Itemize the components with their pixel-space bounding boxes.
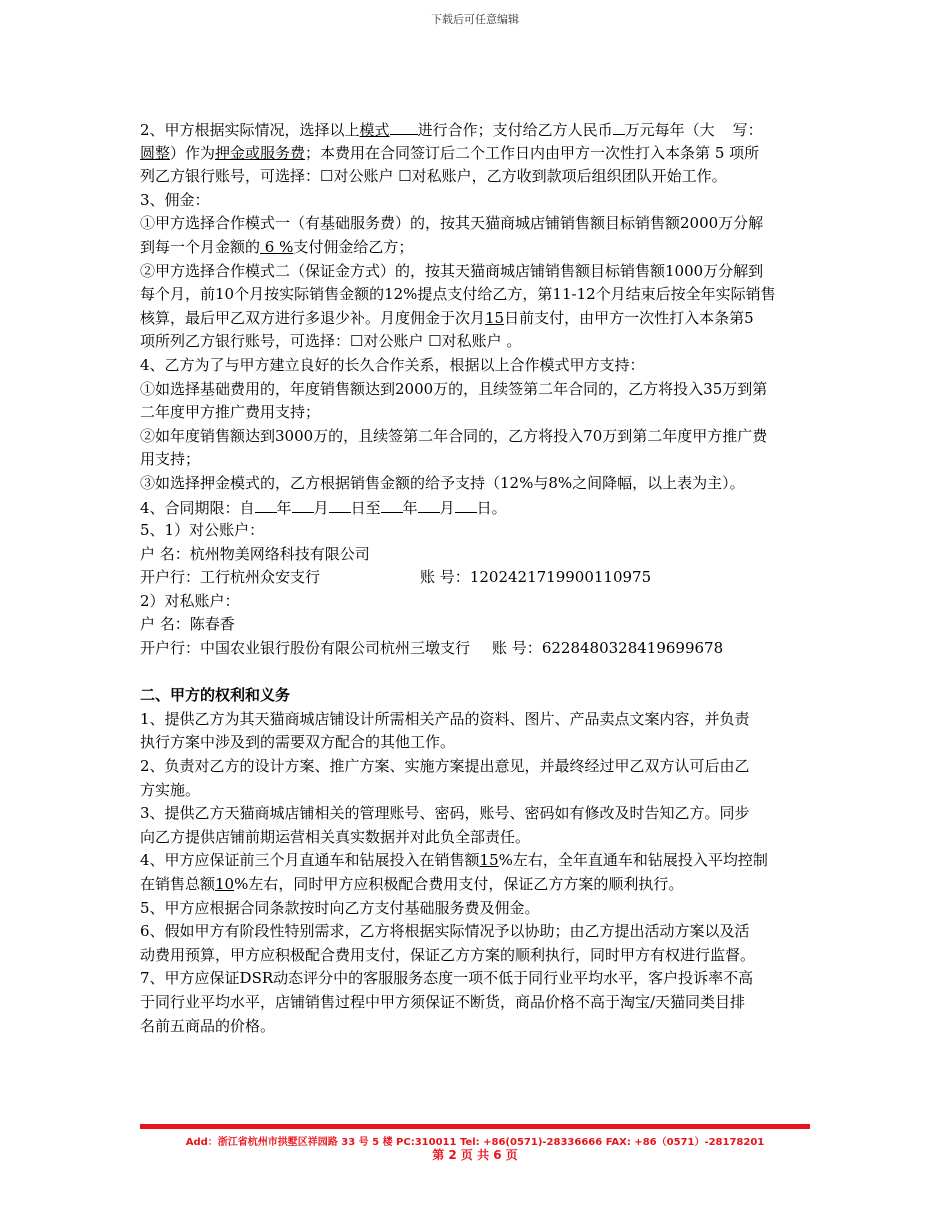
corp-account-name: 户 名：杭州物美网络科技有限公司: [140, 544, 370, 563]
duty-6a: 6、假如甲方有阶段性特别需求，乙方将根据实际情况予以协助；由乙方提出活动方案以及活: [140, 922, 750, 941]
duty-4a: 4、甲方应保证前三个月直通车和钻展投入在销售额15%左右，全年直通车和钻展投入平均控制: [140, 851, 768, 870]
clause3-title: 3、佣金：: [140, 190, 210, 209]
duty-2b: 方实施。: [140, 780, 201, 799]
clause4-c1: ③如选择押金模式的，乙方根据销售金额的给予支持（12%与8%之间降幅，以上表为主）。: [140, 473, 745, 492]
duty-7c: 名前五商品的价格。: [140, 1016, 276, 1035]
duty-1a: 1、提供乙方为其天猫商城店铺设计所需相关产品的资料、图片、产品卖点文案内容，并负责: [140, 709, 750, 728]
clause4-a1: ①如选择基础费用的，年度销售额达到2000万的，且续签第二年合同的，乙方将投入35万到第: [140, 379, 768, 398]
duty-7b: 于同行业平均水平，店铺销售过程中甲方须保证不断货，商品价格不高于淘宝/天猫同类目排: [140, 992, 746, 1011]
clause4-a2: 二年度甲方推广费用支持；: [140, 403, 321, 422]
clause3-b3: 核算，最后甲乙双方进行多退少补。月度佣金于次月15日前支付，由甲方一次性打入本条第5: [140, 308, 754, 327]
document-body: [140, 118, 812, 1038]
clause3-a2: 到每一个月金额的 6 %支付佣金给乙方；: [140, 237, 414, 256]
clause2-line1: 2、甲方根据实际情况，选择以上模式 进行合作；支付给乙方人民币 万元每年（大 写：: [140, 118, 812, 142]
clause2-line2: 圆整）作为押金或服务费；本费用在合同签订后二个工作日内由甲方一次性打入本条第 5 项所: [140, 143, 760, 162]
duty-3b: 向乙方提供店铺前期运营相关真实数据并对此负全部责任。: [140, 827, 531, 846]
clause3-b4: 项所列乙方银行账号，可选择：☐对公账户 ☐对私账户 。: [140, 332, 522, 351]
corp-account-bank: 开户行：工行杭州众安支行 账 号：1202421719900110975: [140, 568, 652, 587]
private-account-title: 2）对私账户：: [140, 591, 240, 610]
contract-term: 4、合同期限：自 年 月 日至 年 月 日。: [140, 496, 812, 520]
header-note: 下载后可任意编辑: [431, 13, 519, 26]
accounts-title: 5、1）对公账户：: [140, 521, 265, 540]
private-account-bank: 开户行：中国农业银行股份有限公司杭州三墩支行 账 号：6228480328419699678: [140, 639, 724, 658]
section2-title: 二、甲方的权利和义务: [140, 686, 291, 705]
clause3-b2: 每个月，前10个月按实际销售金额的12%提点支付给乙方，第11-12个月结束后按全年实际销售: [140, 285, 776, 304]
duty-4b: 在销售总额10%左右，同时甲方应积极配合费用支付，保证乙方方案的顺利执行。: [140, 875, 684, 893]
clause4-b2: 用支持；: [140, 450, 201, 469]
clause3-a1: ①甲方选择合作模式一（有基础服务费）的，按其天猫商城店铺销售额目标销售额2000万分解: [140, 214, 764, 233]
footer-divider: [140, 1124, 810, 1129]
duty-3a: 3、提供乙方天猫商城店铺相关的管理账号、密码，账号、密码如有修改及时告知乙方。同步: [140, 804, 750, 823]
clause3-b1: ②甲方选择合作模式二（保证金方式）的，按其天猫商城店铺销售额目标销售额1000万分解到: [140, 261, 764, 280]
duty-1b: 执行方案中涉及到的需要双方配合的其他工作。: [140, 733, 456, 752]
footer-address: Add：浙江省杭州市拱墅区祥园路 33 号 5 楼 PC:310011 Tel: +86(0571)-28336666 FAX: +86（0571）-28178201: [185, 1137, 765, 1148]
clause4-b1: ②如年度销售额达到3000万的，且续签第二年合同的，乙方将投入70万到第二年度甲方推广费: [140, 426, 768, 445]
clause4-title: 4、乙方为了与甲方建立良好的长久合作关系，根据以上合作模式甲方支持：: [140, 355, 645, 374]
duty-6b: 动费用预算，甲方应积极配合费用支付，保证乙方方案的顺利执行，同时甲方有权进行监督。: [140, 945, 756, 964]
page-number: 第 2 页 共 6 页: [432, 1148, 518, 1162]
clause2-line3: 列乙方银行账号，可选择：☐对公账户 ☐对私账户，乙方收到款项后组织团队开始工作。: [140, 167, 727, 186]
private-account-name: 户 名：陈春香: [140, 615, 235, 634]
duty-7a: 7、甲方应保证DSR动态评分中的客服服务态度一项不低于同行业平均水平，客户投诉率不高: [140, 969, 754, 988]
duty-5: 5、甲方应根据合同条款按时向乙方支付基础服务费及佣金。: [140, 898, 540, 917]
duty-2a: 2、负责对乙方的设计方案、推广方案、实施方案提出意见，并最终经过甲乙双方认可后由乙: [140, 757, 750, 776]
